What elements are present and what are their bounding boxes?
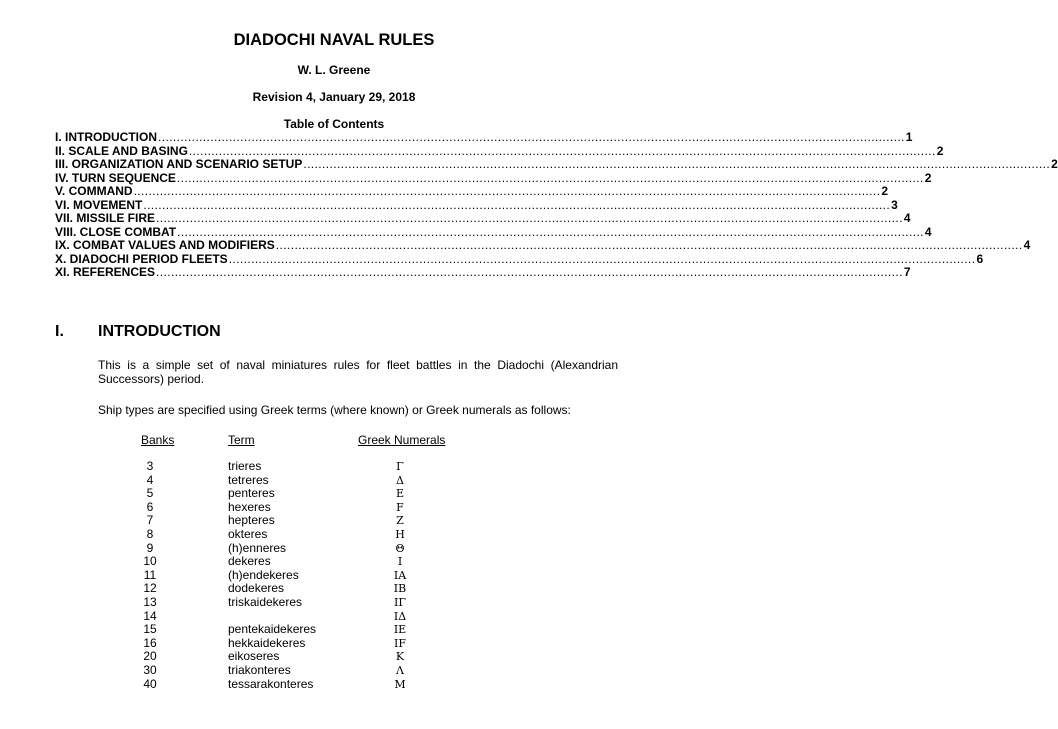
toc-entry-page: 4 [924,224,932,239]
cell-greek-numeral: ΙΑ [393,568,407,582]
cell-banks: 11 [143,567,157,582]
cell-term: (h)endekeres [228,567,299,582]
toc-leader-dots: ........................................................................................................................................................................................................ [303,157,1051,171]
cell-banks: 9 [146,540,154,555]
section-number: I. [55,323,64,340]
cell-banks: 10 [143,554,157,569]
toc-entry[interactable] [55,251,984,267]
table-row [0,582,668,596]
cell-term: hepteres [228,513,275,528]
toc-leader-dots: ........................................................................................................................................................................................................ [188,143,936,158]
table-row [0,501,668,515]
cell-banks: 3 [146,459,154,473]
toc-entry-label: V. COMMAND [55,184,133,198]
toc-entry-page: 2 [1051,157,1058,171]
toc-entry-page: 2 [881,184,889,198]
cell-banks: 12 [143,581,157,596]
cell-greek-numeral: Ε [395,487,405,501]
cell-banks: 15 [143,622,157,637]
toc-leader-dots: ........................................................................................................................................................................................................ [177,224,924,239]
section-title: INTRODUCTION [98,323,221,340]
cell-greek-numeral: Ι [397,555,403,569]
toc-leader-dots: ........................................................................................................................................................................................................ [156,265,903,279]
table-row [0,460,668,474]
intro-paragraph: This is a simple set of naval miniatures rules for fleet battles in the Diadochi (Alexandrian Successors) period. [98,358,618,386]
cell-greek-numeral: ΙF [394,636,406,650]
cell-banks: 7 [146,513,154,528]
header-greek-numerals: Greek Numerals [358,433,446,447]
table-row [0,596,668,610]
toc-entry-label: VIII. CLOSE COMBAT [55,224,177,239]
table-row [0,610,668,624]
toc-entry[interactable] [55,265,911,280]
cell-banks: 6 [146,499,154,514]
cell-term: (h)enneres [228,540,287,555]
cell-banks: 20 [143,649,157,664]
cell-banks: 30 [143,662,157,677]
table-row [0,487,668,501]
toc-entry-page: 1 [905,130,913,144]
toc-entry[interactable] [55,130,913,145]
table-row [0,637,668,651]
cell-greek-numeral: Κ [395,650,405,664]
toc-leader-dots: ........................................................................................................................................................................................................ [133,184,881,198]
table-of-contents [55,130,1058,280]
toc-entry-page: 6 [976,251,984,266]
toc-entry-label: XI. REFERENCES [55,265,156,279]
toc-entry-label: II. SCALE AND BASING [55,143,188,158]
cell-term: trieres [228,459,262,473]
table-row [0,650,668,664]
cell-term: hexeres [228,499,271,514]
toc-entry-page: 2 [924,170,932,185]
cell-greek-numeral: ΙΔ [393,609,407,623]
cell-banks: 13 [143,594,157,609]
ship-types-paragraph: Ship types are specified using Greek terms (where known) or Greek numerals as follows: [98,403,571,417]
cell-greek-numeral: F [396,500,404,514]
toc-entry[interactable] [55,238,1031,253]
cell-banks: 14 [143,608,157,623]
cell-term: pentekaidekeres [228,622,317,637]
table-row [0,528,668,542]
table-row [0,542,668,556]
table-row [0,569,668,583]
table-row [0,664,668,678]
toc-leader-dots: ........................................................................................................................................................................................................ [176,170,924,185]
cell-term: tessarakonteres [228,676,314,691]
toc-entry-label: I. INTRODUCTION [55,130,157,144]
cell-greek-numeral: Ζ [396,514,404,528]
toc-entry[interactable] [55,224,932,240]
cell-greek-numeral: Λ [396,663,404,677]
toc-leader-dots: ........................................................................................................................................................................................................ [156,211,903,225]
toc-entry-page: 2 [936,143,944,158]
cell-term: penteres [228,486,275,501]
table-row [0,514,668,528]
cell-greek-numeral: Η [395,527,405,541]
cell-term: tetreres [228,472,269,487]
document-author: W. L. Greene [297,63,371,77]
toc-entry[interactable] [55,143,944,159]
table-row [0,474,668,488]
cell-term: dekeres [228,554,271,569]
table-row [0,623,668,637]
toc-entry[interactable] [55,184,889,199]
document-title: DIADOCHI NAVAL RULES [233,31,435,49]
cell-term: dodekeres [228,581,285,596]
cell-banks: 16 [143,635,157,650]
toc-entry-page: 7 [903,265,911,279]
toc-heading: Table of Contents [283,117,385,131]
cell-greek-numeral: Θ [395,541,405,555]
toc-leader-dots: ........................................................................................................................................................................................................ [228,251,976,266]
toc-entry-page: 4 [1023,238,1031,252]
cell-term: triskaidekeres [228,594,303,609]
toc-entry-label: VI. MOVEMENT [55,197,143,212]
header-banks: Banks [141,433,175,447]
table-row [0,555,668,569]
cell-banks: 8 [146,526,154,541]
toc-entry-label: III. ORGANIZATION AND SCENARIO SETUP [55,157,303,171]
toc-entry-page: 4 [903,211,911,225]
cell-term: hekkaidekeres [228,635,306,650]
ship-table-rows [0,460,668,691]
toc-entry-label: IX. COMBAT VALUES AND MODIFIERS [55,238,275,252]
cell-greek-numeral: Γ [396,460,404,473]
toc-entry-label: VII. MISSILE FIRE [55,211,156,225]
cell-greek-numeral: Δ [396,473,404,487]
cell-banks: 40 [143,676,157,691]
table-row [0,678,668,692]
toc-entry-label: X. DIADOCHI PERIOD FLEETS [55,251,228,266]
document-revision: Revision 4, January 29, 2018 [252,90,416,104]
toc-entry-page: 3 [891,197,898,212]
cell-greek-numeral: ΙΕ [393,623,407,637]
cell-greek-numeral: ΙΓ [394,595,406,609]
toc-entry[interactable] [55,197,898,213]
toc-entry[interactable] [55,211,911,226]
toc-entry-label: IV. TURN SEQUENCE [55,170,176,185]
toc-leader-dots: ........................................................................................................................................................................................................ [275,238,1023,252]
toc-entry[interactable] [55,157,1058,172]
header-term: Term [228,433,255,447]
cell-term: okteres [228,526,268,541]
toc-entry[interactable] [55,170,932,186]
cell-banks: 5 [146,486,154,501]
cell-term: triakonteres [228,662,291,677]
toc-leader-dots: ........................................................................................................................................................................................................ [158,130,905,144]
cell-term: eikoseres [228,649,280,664]
toc-leader-dots: ........................................................................................................................................................................................................ [143,197,891,212]
cell-greek-numeral: ΙΒ [393,582,407,596]
cell-banks: 4 [146,472,154,487]
cell-greek-numeral: Μ [394,677,406,691]
